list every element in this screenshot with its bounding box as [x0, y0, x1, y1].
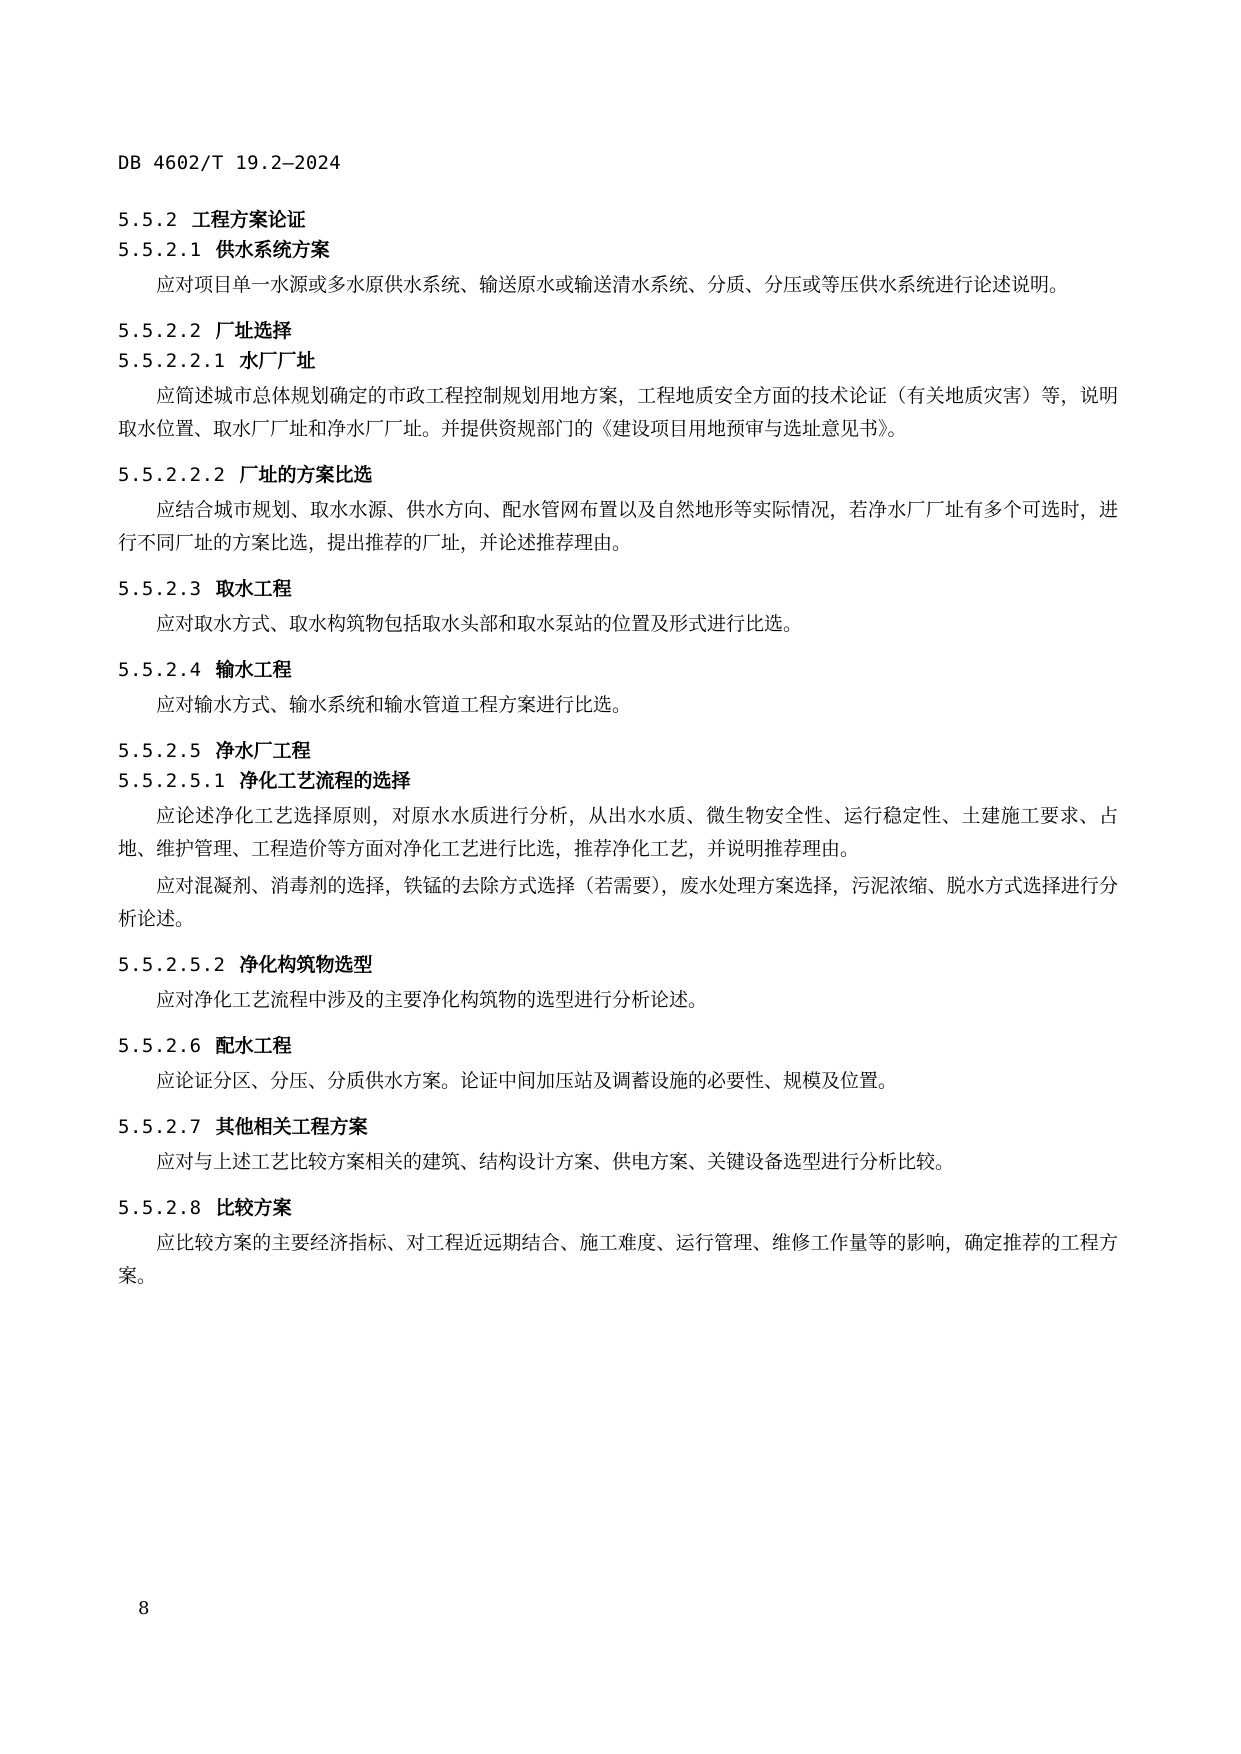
section-number: 5.5.2.2.2: [118, 464, 226, 486]
section-heading: [118, 766, 1118, 796]
page-number: 8: [138, 1598, 150, 1619]
section-number: 5.5.2.1: [118, 239, 202, 261]
section-number: 5.5.2.2: [118, 320, 202, 342]
section-number: 5.5.2.3: [118, 578, 202, 600]
body-paragraph: 应对与上述工艺比较方案相关的建筑、结构设计方案、供电方案、关键设备选型进行分析比较。: [156, 1151, 955, 1173]
section-number: 5.5.2.6: [118, 1035, 202, 1057]
section-title: 工程方案论证: [191, 209, 306, 231]
body-paragraph: 应论述净化工艺选择原则，对原水水质进行分析，从出水水质、微生物安全性、运行稳定性、土建施工要求、占地、维护管理、工程造价等方面对净化工艺进行比选，推荐净化工艺，并说明推荐理由。: [118, 805, 1118, 860]
section-title: 净水厂工程: [215, 740, 311, 762]
body-paragraph: 应对项目单一水源或多水原供水系统、输送原水或输送清水系统、分质、分压或等压供水系统进行论述说明。: [156, 274, 1069, 296]
section-heading: [118, 950, 1118, 980]
section-title: 净化构筑物选型: [239, 954, 373, 976]
section-heading: [118, 235, 1118, 265]
section-number: 5.5.2.7: [118, 1116, 202, 1138]
section-heading: [118, 205, 1118, 235]
section-number: 5.5.2.4: [118, 659, 202, 681]
body-paragraph: 应对输水方式、输水系统和输水管道工程方案进行比选。: [156, 694, 632, 716]
section-number: 5.5.2: [118, 209, 178, 231]
section-number: 5.5.2.2.1: [118, 350, 226, 372]
section-title: 水厂厂址: [239, 350, 316, 372]
section-heading: [118, 655, 1118, 685]
body-paragraph: 应对取水方式、取水构筑物包括取水头部和取水泵站的位置及形式进行比选。: [156, 613, 803, 635]
section-title: 供水系统方案: [215, 239, 330, 261]
body-paragraph: 应简述城市总体规划确定的市政工程控制规划用地方案，工程地质安全方面的技术论证（有关地质灾害）等，说明取水位置、取水厂厂址和净水厂厂址。并提供资规部门的《建设项目用地预审与选址意见书》。: [118, 385, 1118, 440]
section-heading: [118, 1112, 1118, 1142]
section-title: 取水工程: [215, 578, 292, 600]
section-number: 5.5.2.8: [118, 1197, 202, 1219]
section-number: 5.5.2.5.2: [118, 954, 226, 976]
section-heading: [118, 346, 1118, 376]
section-title: 厂址的方案比选: [239, 464, 373, 486]
section-number: 5.5.2.5: [118, 740, 202, 762]
document-code-header: DB 4602/T 19.2—2024: [118, 152, 342, 174]
document-body: [118, 205, 1118, 1307]
section-heading: [118, 736, 1118, 766]
section-title: 净化工艺流程的选择: [239, 770, 411, 792]
section-title: 配水工程: [215, 1035, 292, 1057]
section-title: 厂址选择: [215, 320, 292, 342]
section-heading: [118, 1193, 1118, 1223]
body-paragraph: 应对净化工艺流程中涉及的主要净化构筑物的选型进行分析论述。: [156, 989, 708, 1011]
section-heading: [118, 316, 1118, 346]
section-title: 输水工程: [215, 659, 292, 681]
section-heading: [118, 1031, 1118, 1061]
body-paragraph: 应结合城市规划、取水水源、供水方向、配水管网布置以及自然地形等实际情况，若净水厂厂址有多个可选时，进行不同厂址的方案比选，提出推荐的厂址，并论述推荐理由。: [118, 499, 1118, 554]
body-paragraph: 应比较方案的主要经济指标、对工程近远期结合、施工难度、运行管理、维修工作量等的影响，确定推荐的工程方案。: [118, 1232, 1118, 1287]
section-title: 比较方案: [215, 1197, 292, 1219]
section-heading: [118, 574, 1118, 604]
body-paragraph: 应论证分区、分压、分质供水方案。论证中间加压站及调蓄设施的必要性、规模及位置。: [156, 1070, 898, 1092]
section-title: 其他相关工程方案: [215, 1116, 368, 1138]
section-number: 5.5.2.5.1: [118, 770, 226, 792]
section-heading: [118, 460, 1118, 490]
body-paragraph: 应对混凝剂、消毒剂的选择，铁锰的去除方式选择（若需要），废水处理方案选择，污泥浓缩、脱水方式选择进行分析论述。: [118, 875, 1118, 930]
